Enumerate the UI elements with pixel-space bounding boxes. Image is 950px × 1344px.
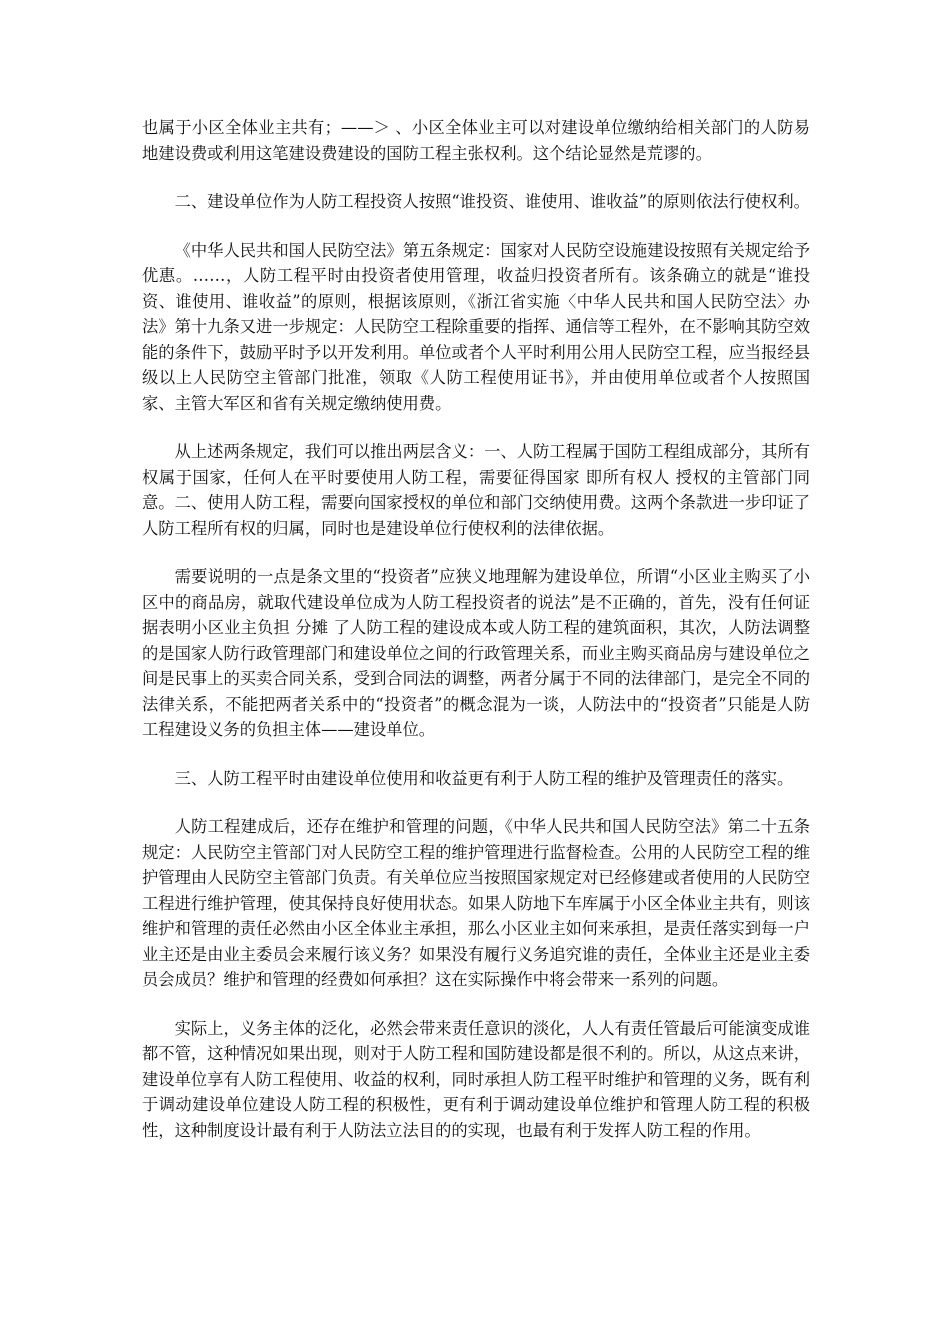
section-heading-three: 三、人防工程平时由建设单位使用和收益更有利于人防工程的维护及管理责任的落实。 [174, 768, 794, 788]
paragraph-conclusion: 实际上，义务主体的泛化，必然会带来责任意识的淡化，人人有责任管最后可能演变成谁都不管，这种情况如果出现，则对于人防工程和国防建设都是很不利的。所以，从这点来讲，建设单位享有人防工程使用、收益的权利，同时承担人防工程平时维护和管理的义务，既有利于调动建设单位建设人防工程的积极性，更有利于调动建设单位维护和管理人防工程的积极性，这种制度设计最有利于人防法立法目的的实现，也最有利于发挥人防工程的作用。 [142, 1018, 810, 1140]
paragraph-investor-definition: 需要说明的一点是条文里的“投资者”应狭义地理解为建设单位，所谓“小区业主购买了小区中的商品房，就取代建设单位成为人防工程投资者的说法”是不正确的，首先，没有任何证据表明小区业主负担 分摊 了人防工程的建设成本或人防工程的建筑面积，其次，人防法调整的是国家人防行政管理部门和建设单位之间的行政管理关系，而业主购买商品房与建设单位之间是民事上的买卖合同关系，受到合同法的调整，两者分属于不同的法律部门，是完全不同的法律关系，不能把两者关系中的“投资者”的概念混为一谈，人防法中的“投资者”只能是人防工程建设义务的负担主体——建设单位。 [142, 567, 810, 739]
section-heading-two: 二、建设单位作为人防工程投资人按照“谁投资、谁使用、谁收益”的原则依法行使权利。 [174, 192, 810, 211]
paragraph-law-article-five: 《中华人民共和国人民防空法》第五条规定：国家对人民防空设施建设按照有关规定给予优惠。……，人防工程平时由投资者使用管理，收益归投资者所有。该条确立的就是“谁投资、谁使用、谁收益”的原则，根据该原则，《浙江省实施〈中华人民共和国人民防空法〉办法》第十九条又进一步规定：人民防空工程除重要的指挥、通信等工程外，在不影响其防空效能的条件下，鼓励平时予以开发利用。单位或者个人平时利用公用人民防空工程，应当报经县级以上人民防空主管部门批准，领取《人防工程使用证书》，并由使用单位或者个人按照国家、主管大军区和省有关规定缴纳使用费。 [142, 240, 810, 413]
paragraph-two-meanings: 从上述两条规定，我们可以推出两层含义：一、人防工程属于国防工程组成部分，其所有权属于国家，任何人在平时要使用人防工程，需要征得国家 即所有权人 授权的主管部门同意。二、使用人防工程，需要向国家授权的单位和部门交纳使用费。这两个条款进一步印证了人防工程所有权的归属，同时也是建设单位行使权利的法律依据。 [142, 442, 810, 538]
document-body [142, 115, 810, 1166]
paragraph-maintenance: 人防工程建成后，还存在维护和管理的问题，《中华人民共和国人民防空法》第二十五条规定：人民防空主管部门对人民防空工程的维护管理进行监督检查。公用的人民防空工程的维护管理由人民防空主管部门负责。有关单位应当按照国家规定对已经修建或者使用的人民防空工程进行维护管理，使其保持良好使用状态。如果人防地下车库属于小区全体业主共有，则该维护和管理的责任必然由小区全体业主承担，那么小区业主如何来承担，是责任落实到每一户业主还是由业主委员会来履行该义务？如果没有履行义务追究谁的责任，全体业主还是业主委员会成员？维护和管理的经费如何承担？这在实际操作中将会带来一系列的问题。 [142, 817, 810, 989]
paragraph-continuation: 也属于小区全体业主共有；——＞ 、小区全体业主可以对建设单位缴纳给相关部门的人防易地建设费或利用这笔建设费建设的国防工程主张权利。这个结论显然是荒谬的。 [142, 118, 810, 163]
